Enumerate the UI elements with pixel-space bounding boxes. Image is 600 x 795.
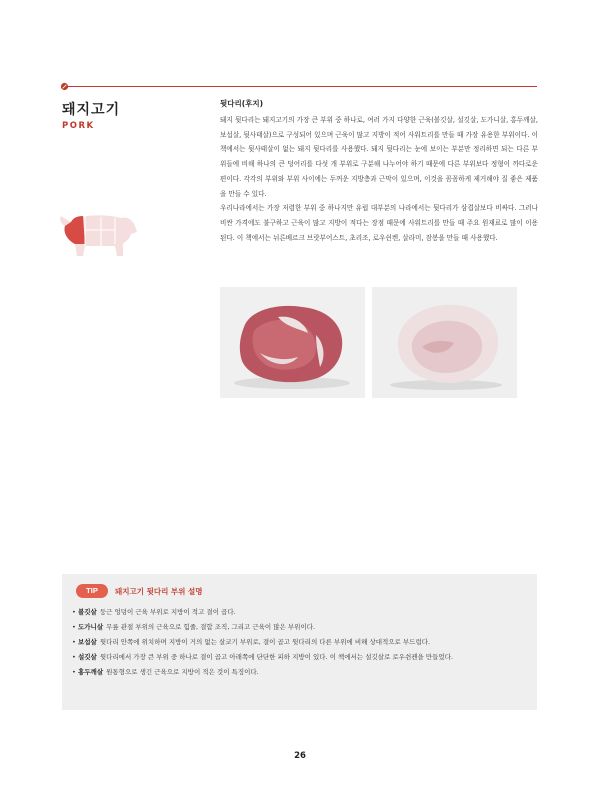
trimmed-pork-leg-photo	[372, 287, 517, 398]
header-bullet-icon	[60, 82, 69, 91]
tip-description: 둥근 엉덩이 근육 부위로 지방이 적고 결이 곱다.	[99, 608, 236, 616]
page-title: 돼지고기	[62, 102, 121, 118]
tip-description: 뒷다리에서 가장 큰 부위 중 하나로 결이 곱고 아래쪽에 단단한 피하 지방이 있다. 이 책에서는 설깃살로 로우쉰켄을 만들었다.	[99, 653, 454, 661]
tip-badge: TIP	[76, 584, 108, 598]
tip-item	[72, 635, 527, 650]
tip-item	[72, 605, 527, 620]
tip-term: 도가니살	[78, 623, 104, 631]
tip-description: 원통형으로 생긴 근육으로 지방이 적은 것이 특징이다.	[106, 668, 259, 676]
tip-description: 무릎 관절 부위의 근육으로 힘줄, 결합 조직, 그리고 근육이 많은 부위이다.	[106, 623, 316, 631]
tip-item	[72, 665, 527, 680]
tip-term: 보섭살	[78, 638, 97, 646]
section-body	[220, 113, 538, 245]
page-number: 26	[294, 751, 306, 761]
tip-description: 뒷다리 안쪽에 위치하며 지방이 거의 없는 살코기 부위로, 결이 곱고 뒷다리의 다른 부위에 비해 상대적으로 부드럽다.	[99, 638, 431, 646]
header-rule	[66, 86, 537, 87]
body-paragraph: 돼지 뒷다리는 돼지고기의 가장 큰 부위 중 하나로, 여러 가지 다양한 근육(볼깃살, 설깃살, 도가니살, 홍두깨살, 보섭살, 뒷사태살)으로 구성되어 있으며 근육이 많고 지방이 적어 사워트리를 만들 때 가장 유용한 부위이다. 이 책에서는 뒷사태살이 없는 돼지 뒷다리를 사용했다. 돼지 뒷다리는 눈에 보이는 부분만 정리하면 되는 다른 부위들에 비해 하나의 큰 덩어리를 다섯 개 부위로 구분해 나누어야 하기 때문에 다른 부위보다 정형이 까다로운 편이다. 각각의 부위와 부위 사이에는 두꺼운 지방층과 근막이 있으며, 이것을 꼼꼼하게 제거해야 질 좋은 제품을 만들 수 있다.	[220, 116, 538, 198]
tip-title: 돼지고기 뒷다리 부위 설명	[115, 587, 203, 596]
tip-item	[72, 650, 527, 665]
tip-term: 볼깃살	[78, 608, 97, 616]
tip-term: 홍두깨살	[78, 668, 104, 676]
raw-pork-leg-photo	[220, 287, 365, 398]
section-title: 뒷다리(후지)	[220, 99, 264, 108]
tip-item	[72, 620, 527, 635]
body-paragraph: 우리나라에서는 가장 저렴한 부위 중 하나지만 유럽 대부분의 나라에서는 뒷다리가 삼겹살보다 비싸다. 그러나 비싼 가격에도 불구하고 근육이 많고 지방이 적다는 장점 때문에 사워트리를 만들 때 주요 원재료로 많이 이용된다. 이 책에서는 뉘른베르크 브랏부어스트, 초리조, 로우쉰켄, 살라미, 잠봉을 만들 때 사용했다.	[220, 204, 538, 242]
tip-term: 설깃살	[78, 653, 97, 661]
page-subtitle: PORK	[62, 121, 95, 131]
tip-list	[72, 605, 527, 680]
pig-cut-diagram-icon	[57, 208, 139, 260]
